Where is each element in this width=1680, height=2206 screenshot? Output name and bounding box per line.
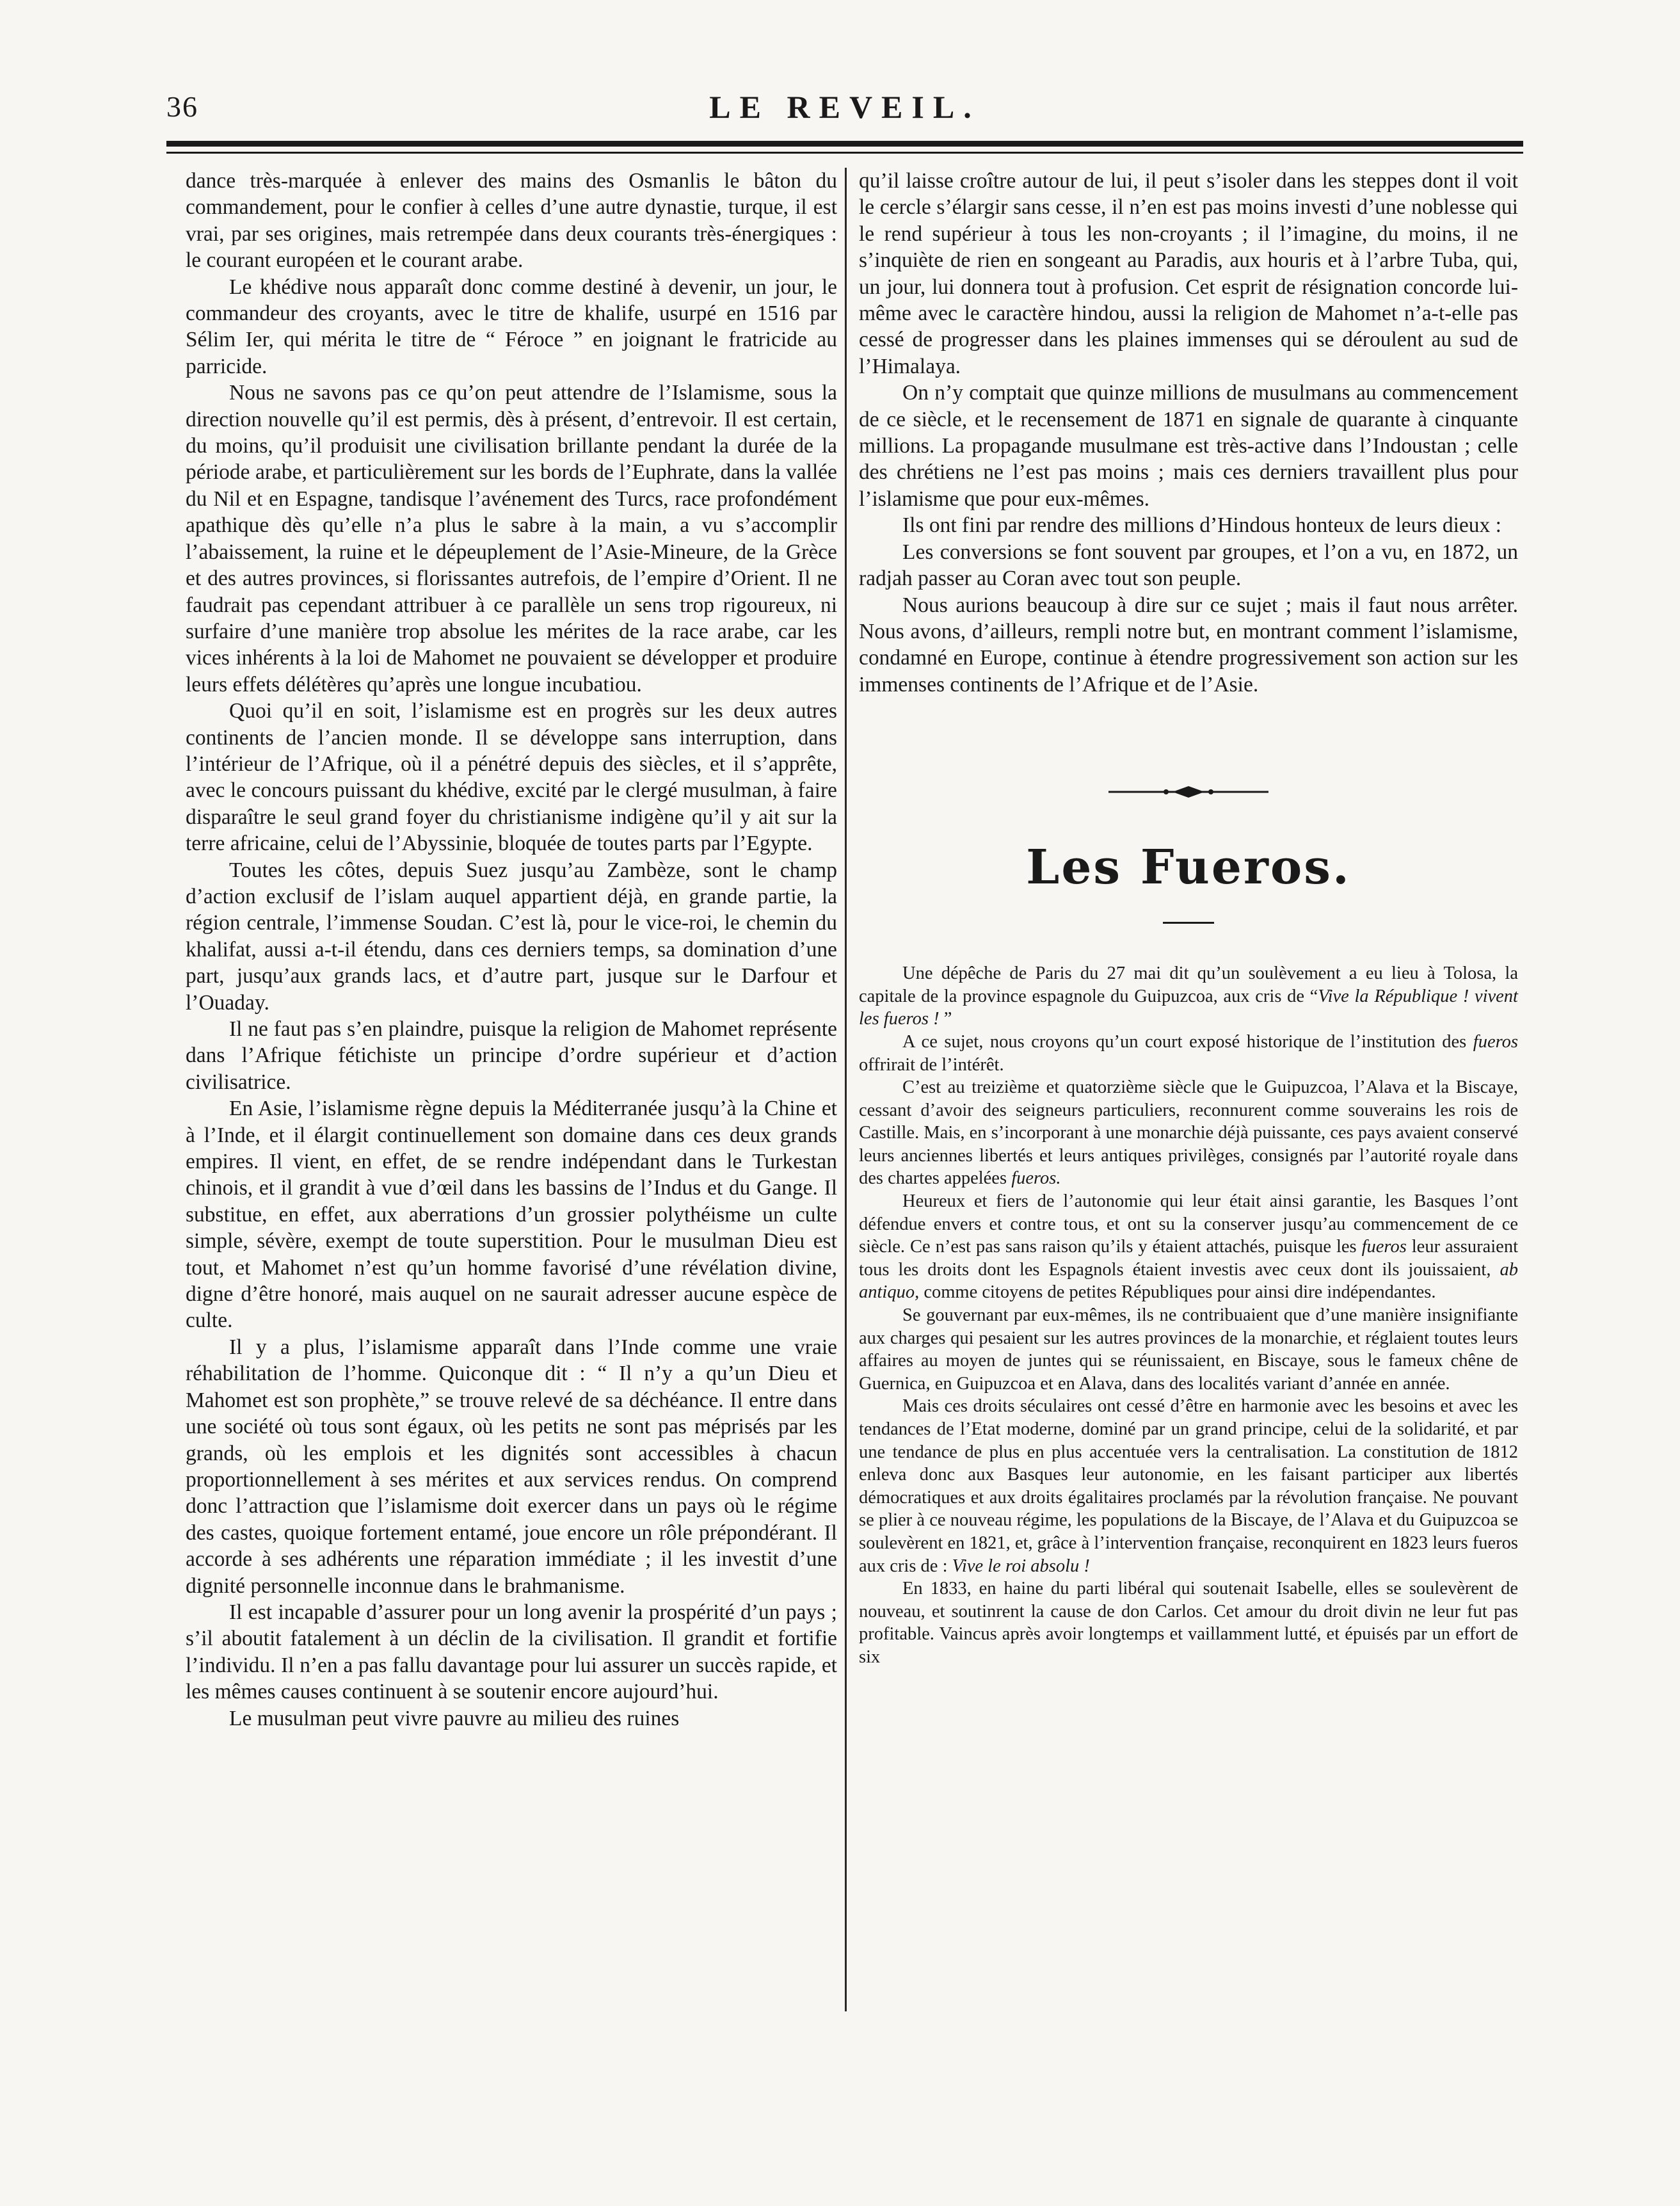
left-column <box>186 168 837 1732</box>
column-divider <box>845 168 847 2011</box>
italic-text-run: Vive la République ! vivent les fueros ! <box>859 986 1518 1029</box>
article-paragraph: On n’y comptait que quinze millions de musulmans au commencement de ce siècle, et le recensement de 1871 en signale de quarante à cinquante millions. La propagande musulmane est très-active dans l’Indoustan ; celle des chrétiens ne l’est pas moins ; mais ces derniers travaillent plus pour l’islamisme que pour eux-mêmes. <box>859 381 1518 511</box>
italic-text-run: fueros <box>1361 1237 1407 1257</box>
article-paragraph: Se gouvernant par eux-mêmes, ils ne contribuaient que d’une manière insignifiante aux charges qui pesaient sur les autres provinces de la monarchie, et réglaient toutes leurs affaires au moyen de juntes qui se réunissaient, en Biscaye, sous le fameux chêne de Guernica, en Guipuzcoa et en Alava, dans des localités variant d’année en année. <box>859 1305 1518 1394</box>
section-separator-ornament <box>1108 782 1268 801</box>
right-column <box>859 168 1518 1669</box>
article-paragraph <box>859 1190 1518 1304</box>
text-run: offrirait de l’intérêt. <box>859 1054 1004 1075</box>
text-run: Heureux et fiers de l’autonomie qui leur était ainsi garantie, les Basques l’ont défendue envers et contre tous, et ont su la conserver jusqu’au commencement de ce siècle. Ce n’est pas sans raison qu’ils y étaient attachés, puisque les <box>859 1191 1518 1257</box>
article-paragraph <box>859 962 1518 1031</box>
italic-text-run: ab antiquo, <box>859 1259 1518 1303</box>
article-paragraph: qu’il laisse croître autour de lui, il peut s’isoler dans les steppes dont il voit le cercle s’élargir sans cesse, il n’en est pas moins investi d’une noblesse qui le rend supérieur à tous les non-croyants ; il l’imagine, du moins, il ne s’inquiète de rien en songeant au Paradis, aux houris et à l’arbre Tuba, qui, un jour, lui donnera tout à profusion. Cet esprit de résignation concorde lui-même avec le caractère hindou, aussi la religion de Mahomet n’a-t-elle pas cessé de progresser dans les plaines immenses qui se déroulent au sud de l’Himalaya. <box>859 169 1518 378</box>
italic-text-run: fueros. <box>1011 1168 1061 1189</box>
header-rule-thick <box>166 141 1523 147</box>
article-paragraph <box>859 1031 1518 1076</box>
article-paragraph: Toutes les côtes, depuis Suez jusqu’au Zambèze, sont le champ d’action exclusif de l’islam auquel appartient déjà, en grande partie, la région centrale, l’immense Soudan. C’est là, pour le vice-roi, le chemin du khalifat, aussi a-t-il étendu, dans ces derniers temps, sa domination d’une part, jusqu’aux grands lacs, et d’autre part, jusque sur le Darfour et l’Ouaday. <box>186 858 837 1015</box>
article-paragraph: Nous ne savons pas ce qu’on peut attendre de l’Islamisme, sous la direction nouvelle qu’il est permis, dès à présent, d’entrevoir. Il est certain, du moins, qu’il produisit une civilisation brillante pendant la durée de la période arabe, et particulièrement sur les bords de l’Euphrate, dans la vallée du Nil et en Espagne, tandisque l’avénement des Turcs, race profondément apathique dès qu’elle n’a plus le sabre à la main, a vu s’accomplir l’abaissement, la ruine et le dépeuplement de l’Asie-Mineure, de la Grèce et des autres provinces, si florissantes autrefois, de l’empire d’Orient. Il ne faudrait pas cependant attribuer à ce parallèle un sens trop rigoureux, ni surfaire d’une manière trop absolue les mérites de la race arabe, car les vices inhérents à la loi de Mahomet ne pouvaient se développer et produire leurs effets délétères qu’après une longue incubatiou. <box>186 381 837 696</box>
text-run: Une dépêche de Paris du 27 mai dit qu’un soulèvement a eu lieu à Tolosa, la capitale de la province espagnole du Guipuzcoa, aux cris de “ <box>859 963 1518 1006</box>
text-run: comme citoyens de petites Républiques pour ainsi dire indépendantes. <box>919 1282 1436 1303</box>
article-title: Les Fueros. <box>1026 840 1351 896</box>
article-paragraph: Nous aurions beaucoup à dire sur ce sujet ; mais il faut nous arrêter. Nous avons, d’ailleurs, rempli notre but, en montrant comment l’islamisme, condamné en Europe, continue à étendre progressivement son action sur les immenses continents de l’Afrique et de l’Asie. <box>859 593 1518 696</box>
page-header <box>166 77 1523 166</box>
text-run: leur assuraient tous les droits dont les Espagnols étaient investis avec ceux dont ils jouissaient, <box>859 1237 1518 1280</box>
text-run: A ce sujet, nous croyons qu’un court exposé historique de l’institution des <box>902 1031 1473 1052</box>
article-paragraph <box>859 1395 1518 1577</box>
article-paragraph: Les conversions se font souvent par groupes, et l’on a vu, en 1872, un radjah passer au Coran avec tout son peuple. <box>859 540 1518 591</box>
masthead-title: LE REVEIL. <box>709 89 980 125</box>
italic-text-run: fueros <box>1473 1031 1518 1052</box>
text-run: ” <box>939 1009 952 1029</box>
page-number: 36 <box>166 90 198 123</box>
article-paragraph: Ils ont fini par rendre des millions d’Hindous honteux de leurs dieux : <box>902 513 1501 538</box>
article-paragraph: Quoi qu’il en soit, l’islamisme est en progrès sur les deux autres continents de l’ancien monde. Il se développe sans interruption, dans l’intérieur de l’Afrique, où il a pénétré depuis des siècles, et il s’apprête, avec le concours puissant du khédive, excité par le clergé musulman, à faire disparaître le seul grand foyer du christianisme indigène qu’il y ait sur la terre africaine, celui de l’Abyssinie, bloquée de toutes parts par l’Egypte. <box>186 699 837 856</box>
header-rule-thin <box>166 152 1523 154</box>
article-paragraph: Il est incapable d’assurer pour un long avenir la prospérité d’un pays ; s’il aboutit fatalement à un déclin de la civilisation. Il grandit et fortifie l’individu. Il n’en a pas fallu davantage pour lui assurer un succès rapide, et les mêmes causes continuent à se soutenir encore aujourd’hui. <box>186 1600 837 1704</box>
text-run: C’est au treizième et quatorzième siècle que le Guipuzcoa, l’Alava et la Biscaye, cessant d’avoir des seigneurs particuliers, reconnurent comme souverains les rois de Castille. Mais, en s’incorporant à une monarchie déjà puissante, ces pays avaient conservé leurs anciennes libertés et leurs antiques privilèges, consignés par l’autorité royale dans des chartes appelées <box>859 1077 1518 1189</box>
fueros-article <box>859 962 1518 1668</box>
italic-text-run: Vive le roi absolu ! <box>952 1556 1090 1576</box>
article-paragraph: Le khédive nous apparaît donc comme destiné à devenir, un jour, le commandeur des croyants, avec le titre de khalife, usurpé en 1516 par Sélim Ier, qui mérita le titre de “ Féroce ” en joignant le fratricide au parricide. <box>186 275 837 378</box>
text-run: Mais ces droits séculaires ont cessé d’être en harmonie avec les besoins et avec les tendances de l’Etat moderne, dominé par un grand principe, celui de la solidarité, et par une tendance de plus en plus accentuée vers la centralisation. La constitution de 1812 enleva donc aux Basques leur autonomie, en les faisant participer aux libertés démocratiques et aux droits égalitaires proclamés par la révolution française. Ne pouvant se plier à ce nouveau régime, les populations de la Biscaye, de l’Alava et du Guipuzcoa se soulevèrent en 1821, et, grâce à l’intervention française, reconquirent en 1823 leurs fueros aux cris de : <box>859 1396 1518 1576</box>
article-paragraph: dance très-marquée à enlever des mains des Osmanlis le bâton du commandement, pour le confier à celles d’une autre dynastie, turque, il est vrai, par ses origines, mais retrempée dans deux courants très-énergiques : le courant européen et le courant arabe. <box>186 169 837 273</box>
article-paragraph: Il y a plus, l’islamisme apparaît dans l’Inde comme une vraie réhabilitation de l’homme. Quiconque dit : “ Il n’y a qu’un Dieu et Mahomet est son prophète,” se trouve relevé de sa déchéance. Il entre dans une société où tous sont égaux, où les petits ne sont pas méprisés par les grands, où les emplois et les dignités sont accessibles à chacun proportionnellement à ses mérites et aux services rendus. On comprend donc l’attraction que l’islamisme doit exercer dans un pays où le régime des castes, quoique fortement entamé, joue encore un rôle prépondérant. Il accorde à ses adhérents une réparation immédiate ; il les investit d’une dignité personnelle inconnue dans le brahmanisme. <box>186 1335 837 1598</box>
article-paragraph: En 1833, en haine du parti libéral qui soutenait Isabelle, elles se soulevèrent de nouveau, et soutinrent la cause de don Carlos. Cet amour du droit divin ne leur fut pas profitable. Vaincus après avoir longtemps et vaillamment lutté, et épuisés par un effort de six <box>859 1579 1518 1667</box>
article-paragraph: En Asie, l’islamisme règne depuis la Méditerranée jusqu’à la Chine et à l’Inde, et il élargit continuellement son domaine dans ces deux grands empires. Il vient, en effet, de se rendre indépendant dans le Turkestan chinois, et il grandit à vue d’œil dans les bassins de l’Indus et du Gange. Il substitue, en effet, aux aberrations d’un grossier polythéisme un culte simple, sévère, exempt de toute superstition. Pour le musulman Dieu est tout, et Mahomet n’est qu’un homme favorisé d’une révélation divine, digne d’être honoré, mais auquel on ne saurait adresser aucune espèce de culte. <box>186 1097 837 1333</box>
article-paragraph: Il ne faut pas s’en plaindre, puisque la religion de Mahomet représente dans l’Afrique fétichiste un principe d’ordre supérieur et d’action civilisatrice. <box>186 1017 837 1094</box>
title-underline <box>1163 922 1214 924</box>
article-paragraph <box>859 1076 1518 1190</box>
article-paragraph: Le musulman peut vivre pauvre au milieu des ruines <box>229 1706 680 1730</box>
